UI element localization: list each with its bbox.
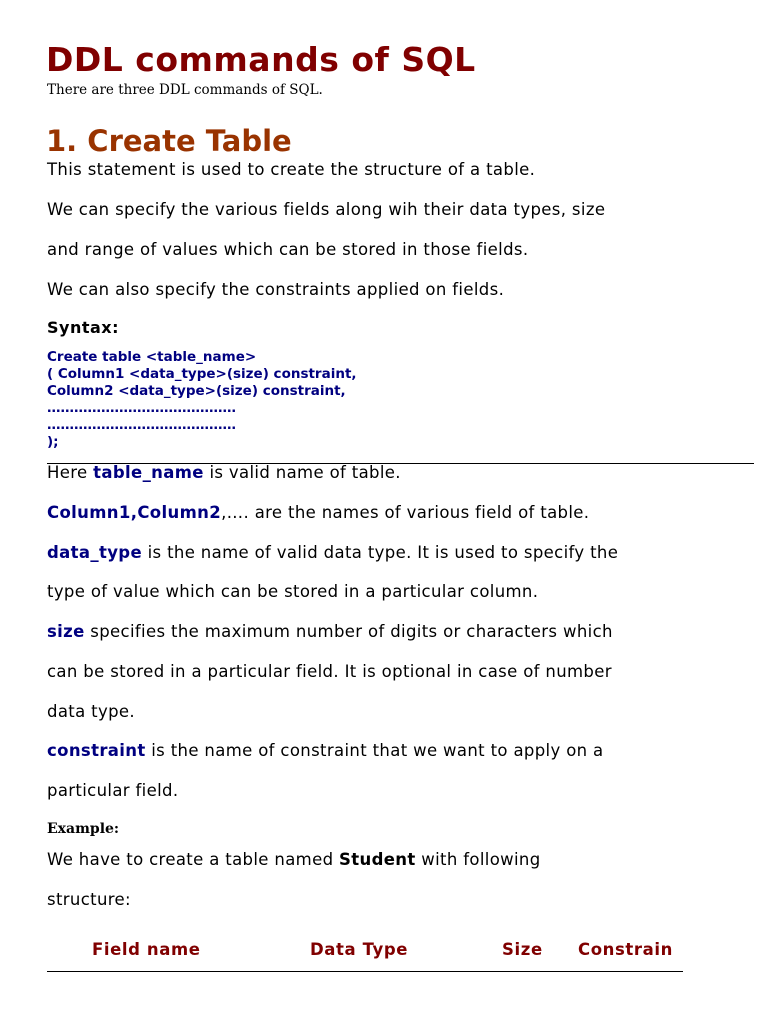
text-fragment: with following bbox=[415, 850, 541, 869]
term-constraint: constraint bbox=[47, 741, 146, 760]
data-type-explanation bbox=[47, 543, 618, 562]
text-fragment: specifies the maximum number of digits or characters which bbox=[84, 622, 613, 641]
table-header-size: Size bbox=[502, 940, 543, 959]
syntax-line: ( Column1 <data_type>(size) constraint, bbox=[47, 366, 357, 382]
document-subtitle: There are three DDL commands of SQL. bbox=[47, 82, 323, 98]
example-text-line-2: structure: bbox=[47, 890, 131, 909]
syntax-line: Create table <table_name> bbox=[47, 349, 257, 365]
document-title: DDL commands of SQL bbox=[46, 40, 476, 79]
constraint-explanation bbox=[47, 741, 604, 760]
term-table-name: table_name bbox=[93, 463, 204, 482]
intro-line-4: We can also specify the constraints applied on fields. bbox=[47, 280, 505, 299]
syntax-line: Column2 <data_type>(size) constraint, bbox=[47, 383, 346, 399]
text-fragment: is the name of valid data type. It is used to specify the bbox=[142, 543, 619, 562]
data-type-explanation-line-2: type of value which can be stored in a particular column. bbox=[47, 582, 539, 601]
term-data-type: data_type bbox=[47, 543, 143, 562]
table-header-constraint: Constrain bbox=[578, 940, 673, 959]
table-header-field-name: Field name bbox=[92, 940, 201, 959]
section-heading: 1. Create Table bbox=[46, 124, 292, 158]
table-header-data-type: Data Type bbox=[310, 940, 409, 959]
text-fragment: Here bbox=[47, 463, 94, 482]
term-columns: Column1,Column2 bbox=[47, 503, 222, 522]
constraint-explanation-line-2: particular field. bbox=[47, 781, 179, 800]
text-fragment: is the name of constraint that we want to apply on a bbox=[145, 741, 604, 760]
size-explanation-line-3: data type. bbox=[47, 702, 136, 721]
intro-line-2: We can specify the various fields along wih their data types, size bbox=[47, 200, 606, 219]
syntax-line: …………………………………… bbox=[47, 400, 236, 416]
size-explanation-line-2: can be stored in a particular field. It is optional in case of number bbox=[47, 662, 612, 681]
example-text bbox=[47, 850, 541, 869]
intro-line-3: and range of values which can be stored in those fields. bbox=[47, 240, 529, 259]
syntax-line: ); bbox=[47, 434, 59, 450]
syntax-label: Syntax: bbox=[47, 318, 120, 337]
example-label: Example: bbox=[47, 821, 120, 837]
text-fragment: We have to create a table named bbox=[47, 850, 340, 869]
columns-explanation bbox=[47, 503, 589, 522]
syntax-line: …………………………………… bbox=[47, 417, 236, 433]
term-size: size bbox=[47, 622, 85, 641]
text-fragment: is valid name of table. bbox=[203, 463, 401, 482]
text-fragment: ,…. are the names of various field of table. bbox=[221, 503, 590, 522]
table-header-divider bbox=[47, 971, 683, 972]
intro-line-1: This statement is used to create the structure of a table. bbox=[47, 160, 536, 179]
term-student: Student bbox=[339, 850, 416, 869]
size-explanation bbox=[47, 622, 613, 641]
table-name-explanation bbox=[47, 463, 401, 482]
